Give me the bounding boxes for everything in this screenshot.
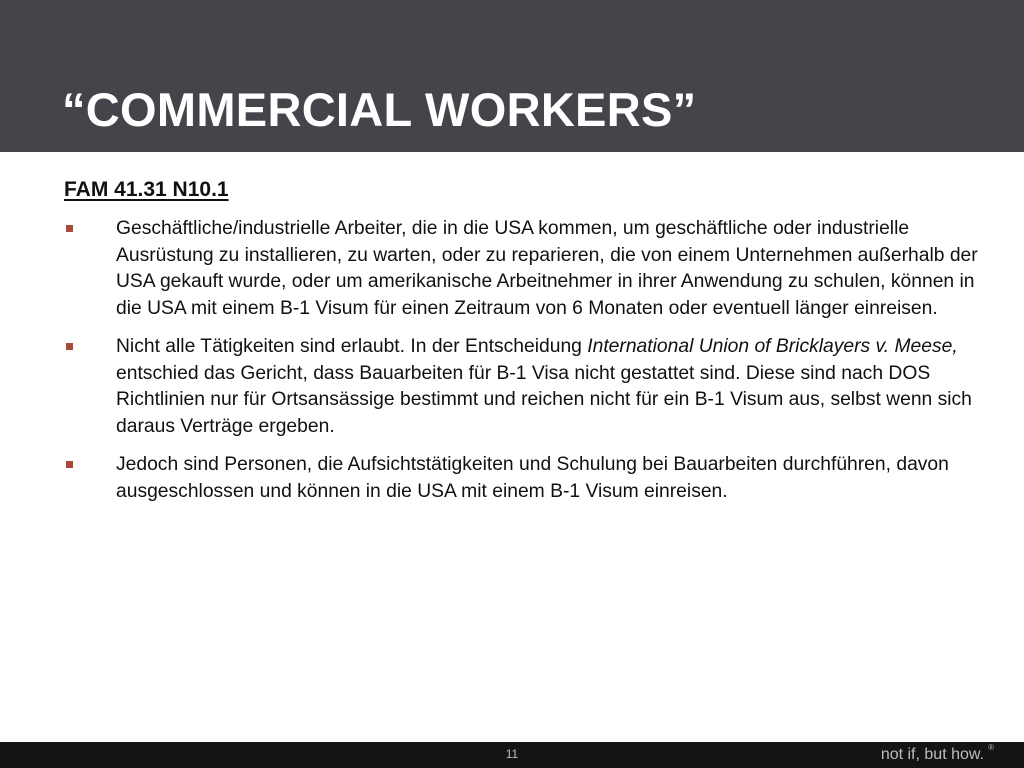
square-bullet-icon <box>66 461 73 468</box>
list-item <box>62 334 982 440</box>
bullet-text-segment: Jedoch sind Personen, die Aufsichtstätigkeiten und Schulung bei Bauarbeiten durchführen, davon ausgeschlossen und können in die USA mit einem B-1 Visum einreisen. <box>116 454 949 502</box>
bullet-text <box>116 452 982 505</box>
bullet-text-segment: Nicht alle Tätigkeiten sind erlaubt. In der Entscheidung <box>116 336 588 357</box>
bullet-text-italic: International Union of Bricklayers v. Meese, <box>587 336 958 357</box>
slogan: not if, but how. <box>880 746 984 763</box>
slide-title: “COMMERCIAL WORKERS” <box>62 83 697 136</box>
square-bullet-icon <box>66 343 73 350</box>
list-item <box>62 216 982 322</box>
list-item <box>62 452 982 505</box>
section-subheading: FAM 41.31 N10.1 <box>64 178 229 201</box>
registered-mark: ® <box>988 743 994 752</box>
title-bar <box>0 0 1024 152</box>
bullet-text-segment: Geschäftliche/industrielle Arbeiter, die in die USA kommen, um geschäftliche oder industrielle Ausrüstung zu installieren, zu warten, oder zu reparieren, die von einem Unternehmen außerhalb der USA gekauft wurde, oder um amerikanische Arbeitnehmer in ihrer Anwendung zu schulen, können in die USA mit einem B-1 Visum für einen Zeitraum von 6 Monaten oder eventuell länger einreisen. <box>116 218 978 319</box>
bullet-text <box>116 216 982 322</box>
bullet-text-segment: entschied das Gericht, dass Bauarbeiten für B-1 Visa nicht gestattet sind. Diese sind nach DOS Richtlinien nur für Ortsansässige bestimmt und reichen nicht für ein B-1 Visum aus, selbst wenn sich daraus Verträge ergeben. <box>116 362 972 437</box>
bullet-list <box>62 216 982 517</box>
square-bullet-icon <box>66 225 73 232</box>
page-number: 11 <box>505 747 519 761</box>
bullet-text <box>116 334 982 440</box>
footer-bar <box>0 742 1024 768</box>
